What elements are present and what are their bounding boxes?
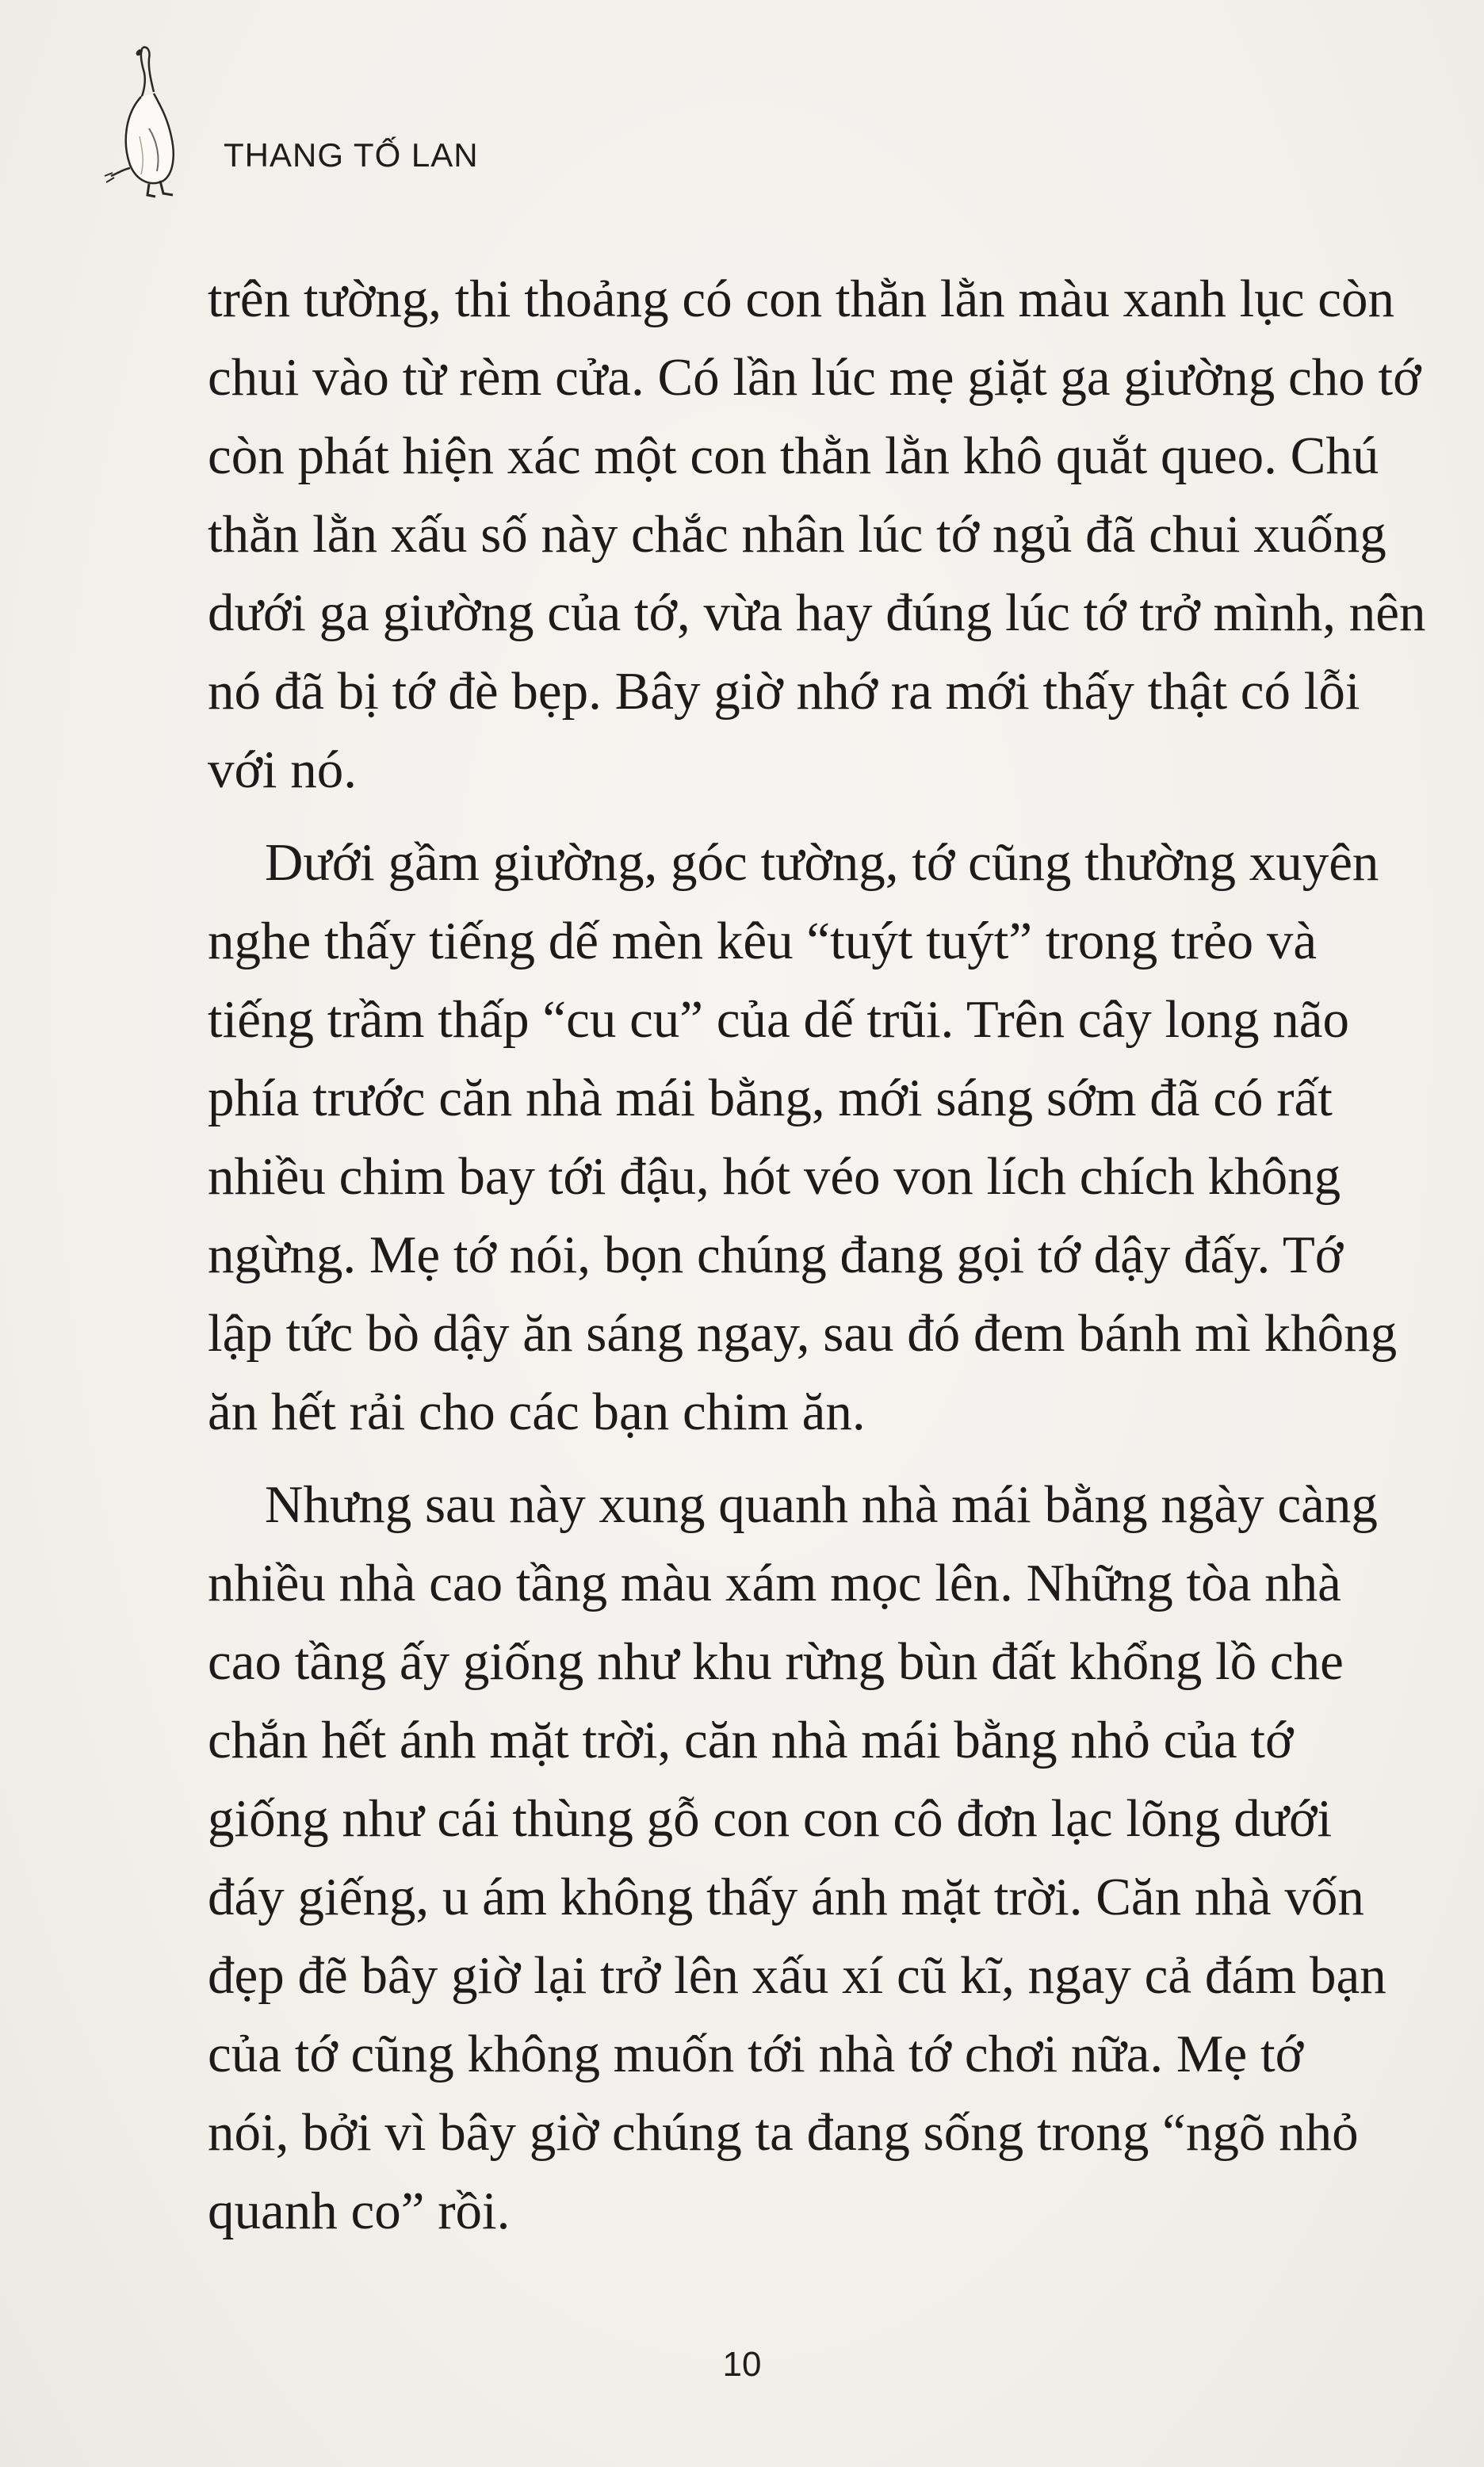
paragraph: [208, 260, 1426, 809]
text-line: dưới ga giường của tớ, vừa hay đúng lúc tớ trở mình, nên: [208, 583, 1426, 642]
text-line: còn phát hiện xác một con thằn lằn khô quắt queo. Chú: [208, 426, 1379, 485]
text-line: nó đã bị tớ đè bẹp. Bây giờ nhớ ra mới thấy thật có lỗi: [208, 662, 1360, 721]
text-line: nhiều nhà cao tầng màu xám mọc lên. Những tòa nhà: [208, 1554, 1341, 1612]
body-text: [208, 260, 1426, 2265]
text-line: trên tường, thi thoảng có con thằn lằn màu xanh lục còn: [208, 270, 1394, 328]
text-line: lập tức bò dậy ăn sáng ngay, sau đó đem bánh mì không: [208, 1304, 1398, 1363]
text-line: ăn hết rải cho các bạn chim ăn.: [208, 1383, 866, 1441]
text-line: chắn hết ánh mặt trời, căn nhà mái bằng nhỏ của tớ: [208, 1711, 1294, 1769]
text-line: giống như cái thùng gỗ con con cô đơn lạc lõng dưới: [208, 1789, 1333, 1848]
text-line: cao tầng ấy giống như khu rừng bùn đất khổng lồ che: [208, 1632, 1344, 1691]
running-header: [94, 41, 479, 200]
text-line: đáy giếng, u ám không thấy ánh mặt trời. Căn nhà vốn: [208, 1868, 1364, 1926]
text-line: thằn lằn xấu số này chắc nhân lúc tớ ngủ đã chui xuống: [208, 505, 1386, 564]
text-line: nhiều chim bay tới đậu, hót véo von lích chích không: [208, 1147, 1341, 1206]
text-line: phía trước căn nhà mái bằng, mới sáng sớm đã có rất: [208, 1069, 1333, 1127]
paragraph: [208, 824, 1398, 1452]
text-line: tiếng trầm thấp “cu cu” của dế trũi. Trên cây long não: [208, 990, 1350, 1049]
text-line: ngừng. Mẹ tớ nói, bọn chúng đang gọi tớ dậy đấy. Tớ: [208, 1226, 1344, 1284]
text-line: của tớ cũng không muốn tới nhà tớ chơi nữa. Mẹ tớ: [208, 2025, 1304, 2083]
text-line: chui vào từ rèm cửa. Có lần lúc mẹ giặt ga giường cho tớ: [208, 348, 1421, 407]
author-name: THANG TỐ LAN: [224, 136, 479, 174]
text-line: đẹp đẽ bây giờ lại trở lên xấu xí cũ kĩ, ngay cả đám bạn: [208, 1946, 1386, 2005]
text-line: Dưới gầm giường, góc tường, tớ cũng thường xuyên: [265, 833, 1379, 892]
paragraph: [208, 1466, 1386, 2251]
page-number: 10: [722, 2345, 762, 2384]
text-line: Nhưng sau này xung quanh nhà mái bằng ngày càng: [265, 1475, 1378, 1534]
text-line: nghe thấy tiếng dế mèn kêu “tuýt tuýt” trong trẻo và: [208, 912, 1318, 970]
text-line: quanh co” rồi.: [208, 2182, 511, 2240]
duck-illustration: [94, 41, 212, 200]
text-line: với nó.: [208, 740, 358, 799]
text-line: nói, bởi vì bây giờ chúng ta đang sống trong “ngõ nhỏ: [208, 2103, 1359, 2162]
